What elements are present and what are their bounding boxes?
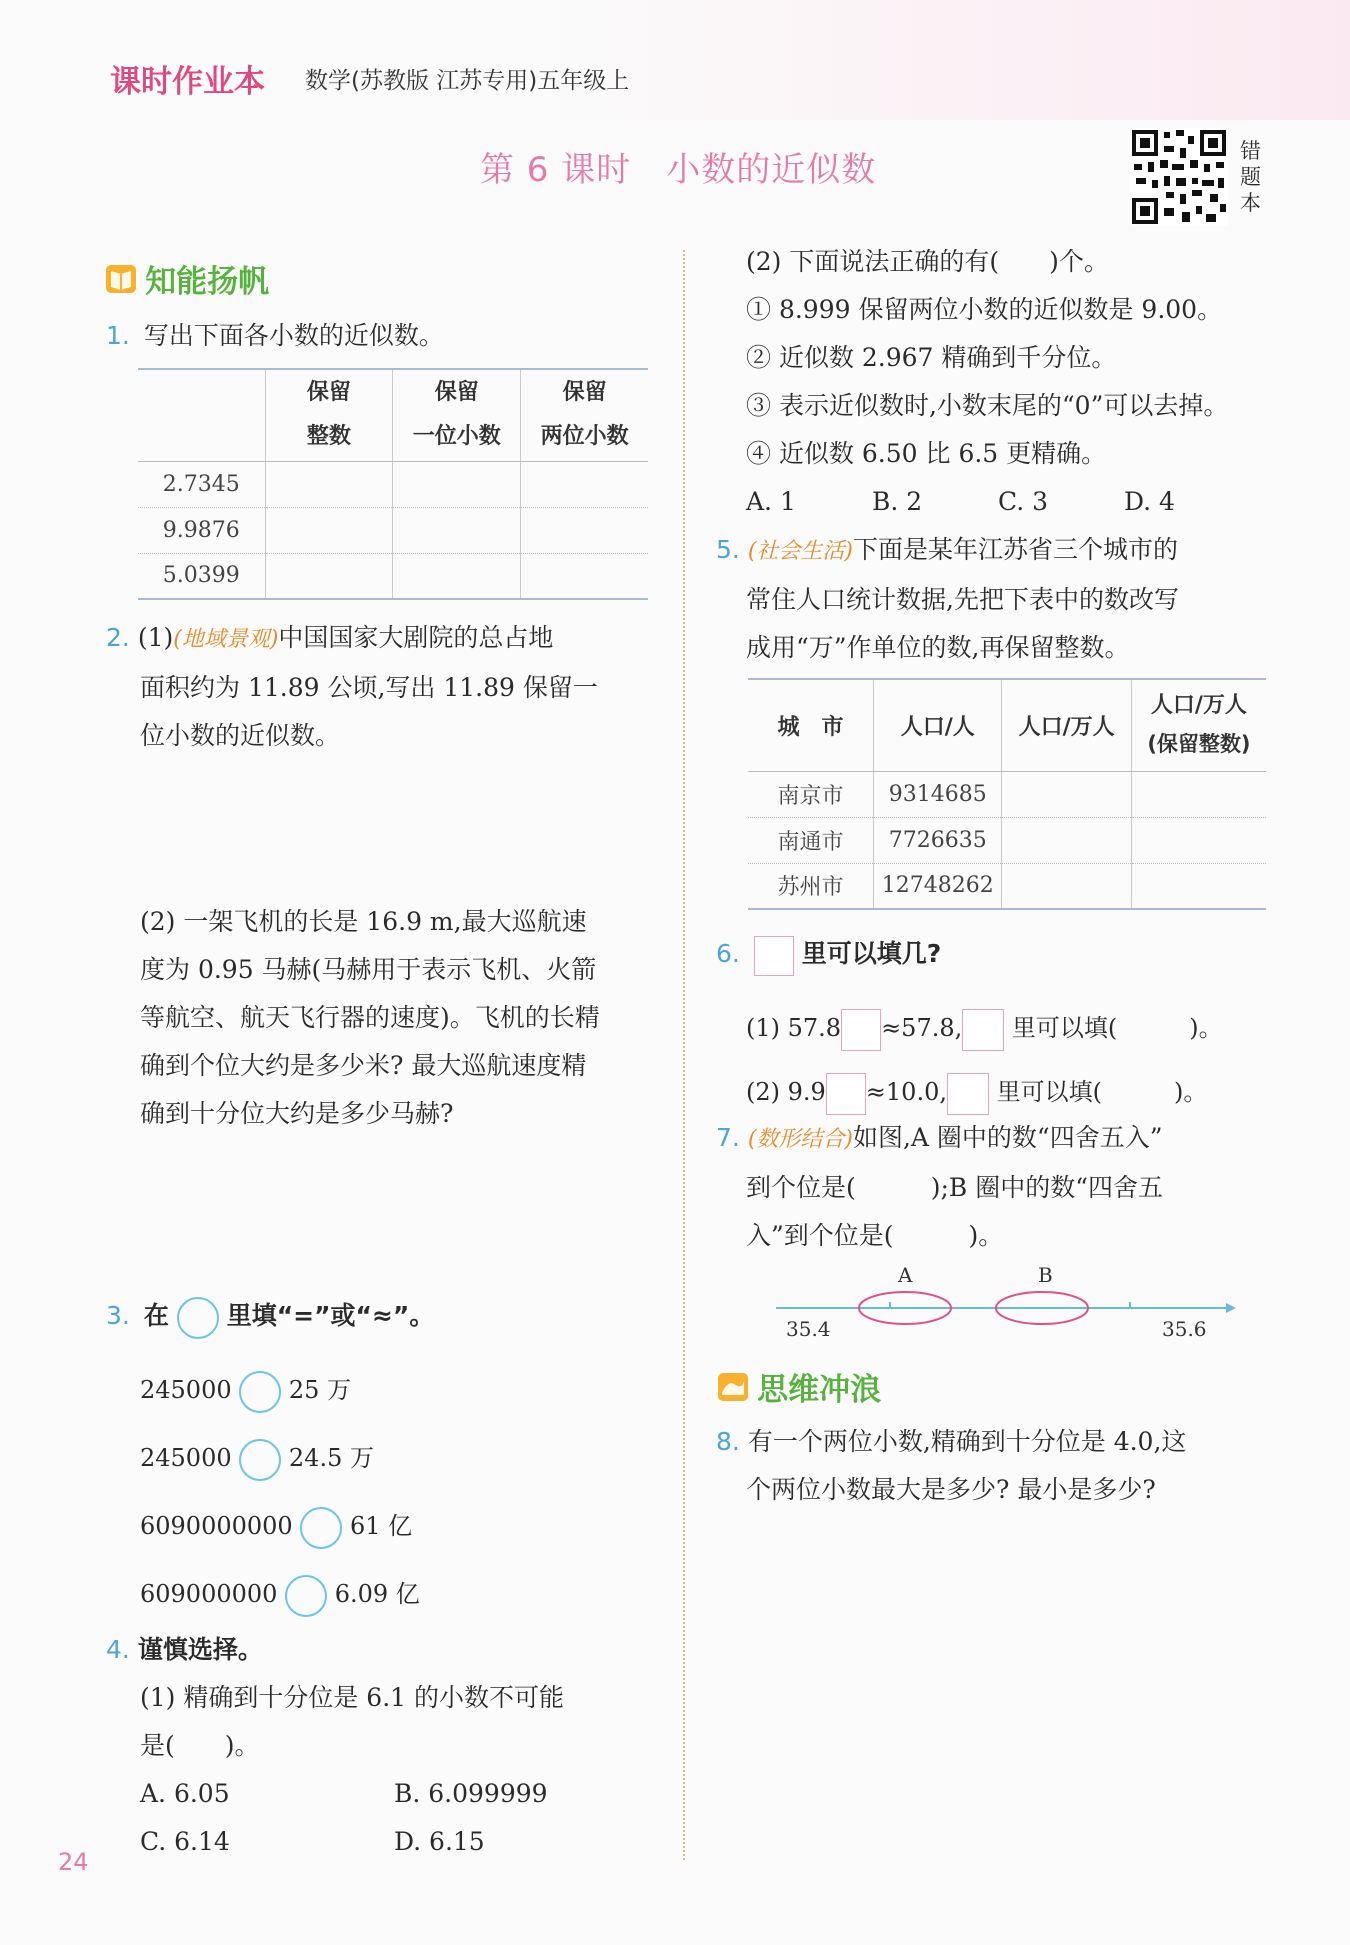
- compare-right: 6.09 亿: [334, 1580, 420, 1608]
- question-text: 度为 0.95 马赫(马赫用于表示飞机、火箭: [140, 955, 597, 984]
- population-cell: 12748262: [874, 863, 1002, 909]
- approximation-table: [138, 368, 648, 600]
- book-icon: [106, 265, 136, 293]
- question-text: 下面是某年江苏省三个城市的: [852, 535, 1178, 564]
- table-row: [748, 771, 1266, 817]
- question-7: [716, 1114, 1286, 1260]
- option-d[interactable]: D. 6.15: [394, 1827, 485, 1856]
- population-cell: 9314685: [874, 771, 1002, 817]
- question-text: 里填“=”或“≈”。: [226, 1301, 435, 1330]
- answer-cell[interactable]: [1131, 771, 1266, 817]
- compare-left: 609000000: [140, 1580, 278, 1608]
- compare-right: 24.5 万: [288, 1444, 374, 1472]
- question-text: 位小数的近似数。: [140, 721, 341, 750]
- square-icon: [962, 1009, 1004, 1051]
- question-text: 中国国家大剧院的总占地: [278, 623, 554, 652]
- answer-cell[interactable]: [393, 553, 521, 599]
- question-5: [716, 526, 1286, 672]
- answer-cell[interactable]: [1131, 817, 1266, 863]
- compare-item: [140, 1492, 420, 1560]
- question-number: 5.: [716, 535, 740, 564]
- answer-circle[interactable]: [300, 1507, 342, 1549]
- page-number: 24: [58, 1848, 89, 1876]
- population-table: [748, 678, 1266, 910]
- option-b[interactable]: B. 2: [872, 487, 923, 516]
- city-cell: 苏州市: [777, 875, 844, 901]
- question-text: 如图,A 圈中的数“四舍五入”: [852, 1123, 1163, 1152]
- answer-box[interactable]: [826, 1073, 866, 1115]
- question-text: (2) 下面说法正确的有( )个。: [746, 247, 1109, 276]
- table-cell: 9.9876: [138, 507, 265, 553]
- question-text: 有一个两位小数,精确到十分位是 4.0,这: [747, 1427, 1187, 1456]
- population-cell: 7726635: [874, 817, 1002, 863]
- table-row: [138, 553, 648, 599]
- compare-item: [140, 1560, 420, 1628]
- city-cell: 南京市: [748, 771, 874, 817]
- question-number: 4.: [106, 1635, 130, 1664]
- compare-left: 245000: [140, 1376, 232, 1404]
- table-cell: 5.0399: [162, 563, 240, 589]
- statement-item: ③ 表示近似数时,小数末尾的“0”可以去掉。: [746, 391, 1229, 420]
- table-header-blank: [138, 369, 265, 461]
- question-6: [716, 930, 941, 978]
- question-3: [106, 1292, 434, 1340]
- question-number: 2.: [106, 623, 130, 652]
- part-label: (1): [137, 623, 174, 652]
- option-d[interactable]: D. 4: [1124, 487, 1175, 516]
- question-2: [106, 614, 666, 760]
- answer-cell[interactable]: [393, 507, 521, 553]
- answer-circle[interactable]: [239, 1371, 281, 1413]
- part-2: (2) 9.9 ≈10.0, 里可以填( )。: [746, 1060, 1223, 1124]
- qr-label-char: 本: [1240, 191, 1261, 215]
- question-text: 确到个位大约是多少米? 最大巡航速度精: [140, 1051, 587, 1080]
- question-text: 入”到个位是( )。: [746, 1221, 1004, 1250]
- answer-circle[interactable]: [239, 1439, 281, 1481]
- table-header: 保留 两位小数: [521, 369, 648, 461]
- question-text: 面积约为 11.89 公顷,写出 11.89 保留一: [140, 673, 598, 702]
- question-6-parts: [746, 996, 1223, 1124]
- square-icon: [754, 936, 794, 976]
- square-icon: [947, 1073, 989, 1115]
- part-1: (1) 57.8 ≈57.8, 里可以填( )。: [746, 996, 1223, 1060]
- table-cell: 2.7345: [138, 461, 265, 507]
- answer-cell[interactable]: [521, 553, 648, 599]
- answer-box[interactable]: [841, 1009, 881, 1051]
- qr-label-char: 题: [1240, 165, 1261, 189]
- section-title: 思维冲浪: [757, 1372, 882, 1408]
- question-text: (2) 一架飞机的长是 16.9 m,最大巡航速: [140, 907, 587, 936]
- compare-item: [140, 1424, 420, 1492]
- topic-tag: (地域景观): [173, 627, 279, 652]
- question-number: 8.: [716, 1427, 740, 1456]
- section-thinking: [718, 1364, 881, 1409]
- table-header: 城 市: [748, 679, 874, 771]
- city-cell: 南通市: [748, 817, 874, 863]
- table-row: [138, 461, 648, 507]
- label-a: A: [898, 1263, 913, 1287]
- question-text: 在: [143, 1301, 169, 1330]
- question-text: 谨慎选择。: [137, 1635, 263, 1664]
- question-1: [106, 312, 444, 360]
- statement-item: ② 近似数 2.967 精确到千分位。: [746, 343, 1117, 372]
- question-text: 成用“万”作单位的数,再保留整数。: [746, 633, 1130, 662]
- question-text: 是( )。: [140, 1731, 260, 1760]
- arrow-icon: [1226, 1303, 1236, 1313]
- table-row: [748, 817, 1266, 863]
- lesson-title: 第 6 课时 小数的近似数: [480, 150, 877, 190]
- answer-cell[interactable]: [1002, 863, 1131, 909]
- option-b[interactable]: B. 6.099999: [394, 1779, 548, 1808]
- statement-item: ④ 近似数 6.50 比 6.5 更精确。: [746, 439, 1107, 468]
- option-a[interactable]: A. 6.05: [140, 1779, 230, 1808]
- question-number: 1.: [106, 321, 130, 350]
- answer-cell[interactable]: [265, 553, 393, 599]
- section-knowledge: [106, 256, 269, 301]
- wave-icon: [718, 1373, 748, 1401]
- compare-item: [140, 1356, 420, 1424]
- qr-code-icon[interactable]: [1130, 128, 1228, 226]
- answer-cell[interactable]: [1002, 771, 1131, 817]
- table-header: 保留 一位小数: [393, 369, 521, 461]
- question-text: 写出下面各小数的近似数。: [143, 321, 444, 350]
- question-4-part-2: [746, 238, 1286, 526]
- compare-right: 25 万: [288, 1376, 352, 1404]
- option-c[interactable]: C. 3: [998, 487, 1049, 516]
- question-text: (1) 精确到十分位是 6.1 的小数不可能: [140, 1683, 565, 1712]
- compare-left: 6090000000: [140, 1512, 293, 1540]
- qr-label-char: 错: [1240, 139, 1261, 163]
- topic-tag: (社会生活): [747, 539, 853, 564]
- answer-cell[interactable]: [521, 507, 648, 553]
- question-text: 里可以填几?: [801, 939, 942, 968]
- table-header: 人口/人: [874, 679, 1002, 771]
- table-header: 人口/万人: [1002, 679, 1131, 771]
- options-row: [746, 478, 1286, 526]
- label-b: B: [1038, 1263, 1053, 1287]
- table-row: [138, 507, 648, 553]
- question-text: 到个位是( );B 圈中的数“四舍五: [746, 1173, 1164, 1202]
- option-a[interactable]: A. 1: [746, 487, 796, 516]
- question-4: [106, 1626, 666, 1866]
- question-text: 常住人口统计数据,先把下表中的数改写: [746, 585, 1179, 614]
- question-number: 7.: [716, 1123, 740, 1152]
- statement-item: ① 8.999 保留两位小数的近似数是 9.00。: [746, 295, 1223, 324]
- answer-cell[interactable]: [1131, 863, 1266, 909]
- column-divider: [683, 250, 685, 1860]
- circle-icon: [177, 1297, 219, 1339]
- table-row: [748, 863, 1266, 909]
- answer-cell[interactable]: [265, 507, 393, 553]
- label-right: 35.6: [1162, 1317, 1207, 1340]
- question-number: 6.: [716, 939, 740, 968]
- label-left: 35.4: [786, 1317, 831, 1340]
- answer-circle[interactable]: [285, 1575, 327, 1617]
- question-text: 等航空、航天飞行器的速度)。飞机的长精: [140, 1003, 600, 1032]
- answer-cell[interactable]: [1002, 817, 1131, 863]
- table-header: 人口/万人 (保留整数): [1131, 679, 1266, 771]
- answer-cell[interactable]: [265, 461, 393, 507]
- section-title: 知能扬帆: [145, 264, 270, 300]
- number-line-diagram: [770, 1260, 1240, 1340]
- table-header: 保留 整数: [265, 369, 393, 461]
- compare-list: [140, 1356, 420, 1628]
- question-2-part-2: [140, 898, 670, 1138]
- answer-cell[interactable]: [521, 461, 648, 507]
- book-subtitle: 数学(苏教版 江苏专用)五年级上: [305, 68, 630, 94]
- options-row: [106, 1818, 666, 1866]
- option-c[interactable]: C. 6.14: [140, 1827, 230, 1856]
- compare-left: 245000: [140, 1444, 232, 1472]
- question-text: 确到十分位大约是多少马赫?: [140, 1099, 454, 1128]
- question-text: 个两位小数最大是多少? 最小是多少?: [746, 1475, 1156, 1504]
- question-8: [716, 1418, 1286, 1514]
- qr-label: [1240, 138, 1264, 216]
- brand-title: 课时作业本: [110, 64, 265, 100]
- topic-tag: (数形结合): [747, 1127, 853, 1152]
- options-row: [106, 1770, 666, 1818]
- question-number: 3.: [106, 1301, 130, 1330]
- answer-cell[interactable]: [393, 461, 521, 507]
- compare-right: 61 亿: [349, 1512, 413, 1540]
